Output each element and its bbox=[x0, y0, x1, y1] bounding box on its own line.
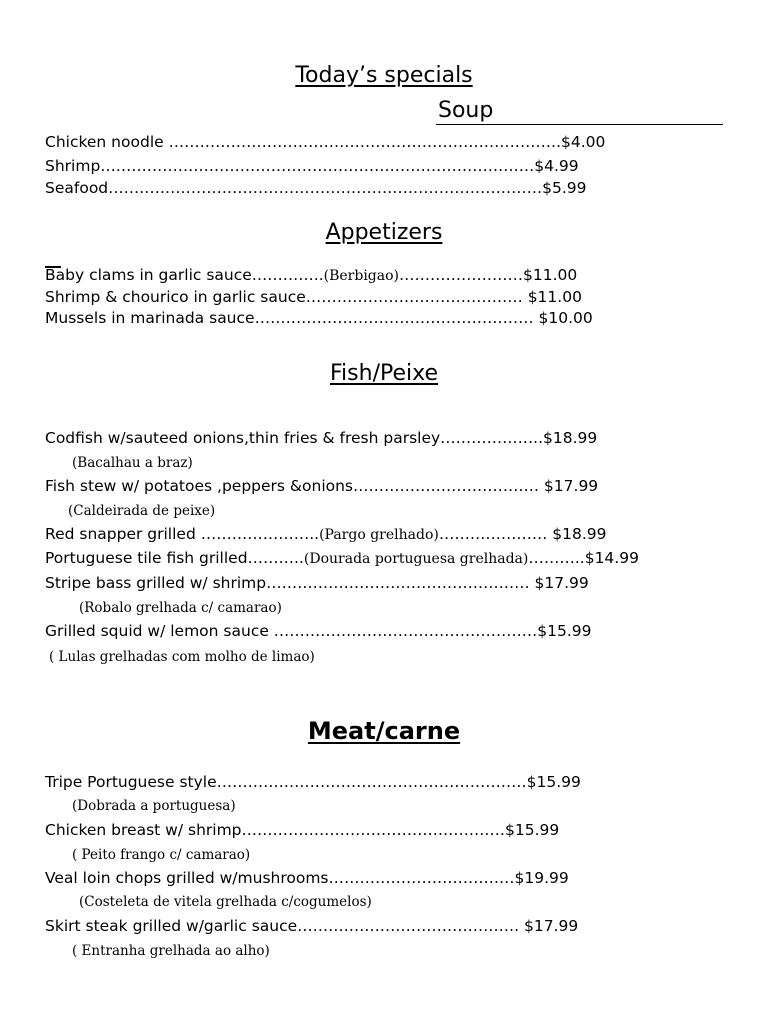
meat-item-veal-loin: Veal loin chops grilled w/mushrooms………………………………$19.99 bbox=[45, 869, 569, 887]
soup-heading: Soup bbox=[438, 98, 494, 123]
page-title: Today’s specials bbox=[295, 63, 473, 88]
meat-heading: Meat/carne bbox=[307, 717, 461, 745]
meat-item-veal-loin-translation: (Costeleta de vitela grelhada c/cogumelos) bbox=[79, 894, 372, 910]
fish-item-grilled-squid-translation: ( Lulas grelhadas com molho de limao) bbox=[49, 649, 315, 665]
appetizer-item-baby-clams bbox=[45, 266, 577, 284]
meat-item-skirt-steak-translation: ( Entranha grelhada ao alho) bbox=[72, 943, 270, 959]
fish-item-text: Portuguese tile fish grilled……….. bbox=[45, 549, 304, 567]
meat-item-chicken-breast: Chicken breast w/ shrimp……………………………………………$15.99 bbox=[45, 821, 560, 839]
fish-item-stripe-bass-translation: (Robalo grelhada c/ camarao) bbox=[79, 600, 282, 616]
meat-item-chicken-breast-translation: ( Peito frango c/ camarao) bbox=[72, 847, 251, 863]
fish-item-codfish: Codfish w/sauteed onions,thin fries & fresh parsley………………..$18.99 bbox=[45, 429, 598, 447]
soup-item-shrimp: Shrimp…………………………………………………………………………$4.99 bbox=[45, 157, 579, 175]
fish-item-codfish-translation: (Bacalhau a braz) bbox=[72, 455, 193, 471]
fish-item-fish-stew: Fish stew w/ potatoes ,peppers &onions……………………………… $17.99 bbox=[45, 477, 599, 495]
meat-item-skirt-steak: Skirt steak grilled w/garlic sauce……………………………………. $17.99 bbox=[45, 917, 579, 935]
meat-item-tripe-translation: (Dobrada a portuguesa) bbox=[72, 798, 236, 814]
appetizer-item-text: Baby clams in garlic sauce………….. bbox=[45, 266, 324, 284]
fish-item-tail: ………………… $18.99 bbox=[438, 525, 607, 543]
soup-item-chicken-noodle: Chicken noodle ………………………………………………………………….$4.00 bbox=[45, 133, 606, 151]
fish-item-red-snapper bbox=[45, 525, 607, 543]
fish-item-grilled-squid: Grilled squid w/ lemon sauce ……………………………………………$15.99 bbox=[45, 622, 592, 640]
soup-heading-underline bbox=[436, 124, 723, 125]
fish-heading: Fish/Peixe bbox=[330, 361, 438, 386]
fish-item-note: (Dourada portuguesa grelhada) bbox=[303, 551, 529, 567]
fish-item-tile-fish bbox=[45, 549, 639, 567]
appetizer-item-shrimp-chourico: Shrimp & chourico in garlic sauce…………………………………… $11.00 bbox=[45, 288, 582, 306]
appetizer-item-mussels: Mussels in marinada sauce……………………………………………… $10.00 bbox=[45, 309, 593, 327]
fish-item-stripe-bass: Stripe bass grilled w/ shrimp…………………………………………… $17.99 bbox=[45, 574, 589, 592]
soup-item-seafood: Seafood…………………………………………………………………………$5.99 bbox=[45, 179, 587, 197]
appetizer-item-note: (Berbigao) bbox=[323, 268, 400, 284]
meat-item-tripe: Tripe Portuguese style……………………………………………………$15.99 bbox=[45, 773, 581, 791]
appetizers-heading: Appetizers bbox=[325, 220, 443, 245]
fish-item-tail: ………..$14.99 bbox=[528, 549, 639, 567]
appetizer-item-tail: ……………………$11.00 bbox=[399, 266, 578, 284]
fish-item-note: (Pargo grelhado) bbox=[319, 527, 439, 543]
fish-item-fish-stew-translation: (Caldeirada de peixe) bbox=[68, 503, 216, 519]
fish-item-text: Red snapper grilled ………………….. bbox=[45, 525, 320, 543]
